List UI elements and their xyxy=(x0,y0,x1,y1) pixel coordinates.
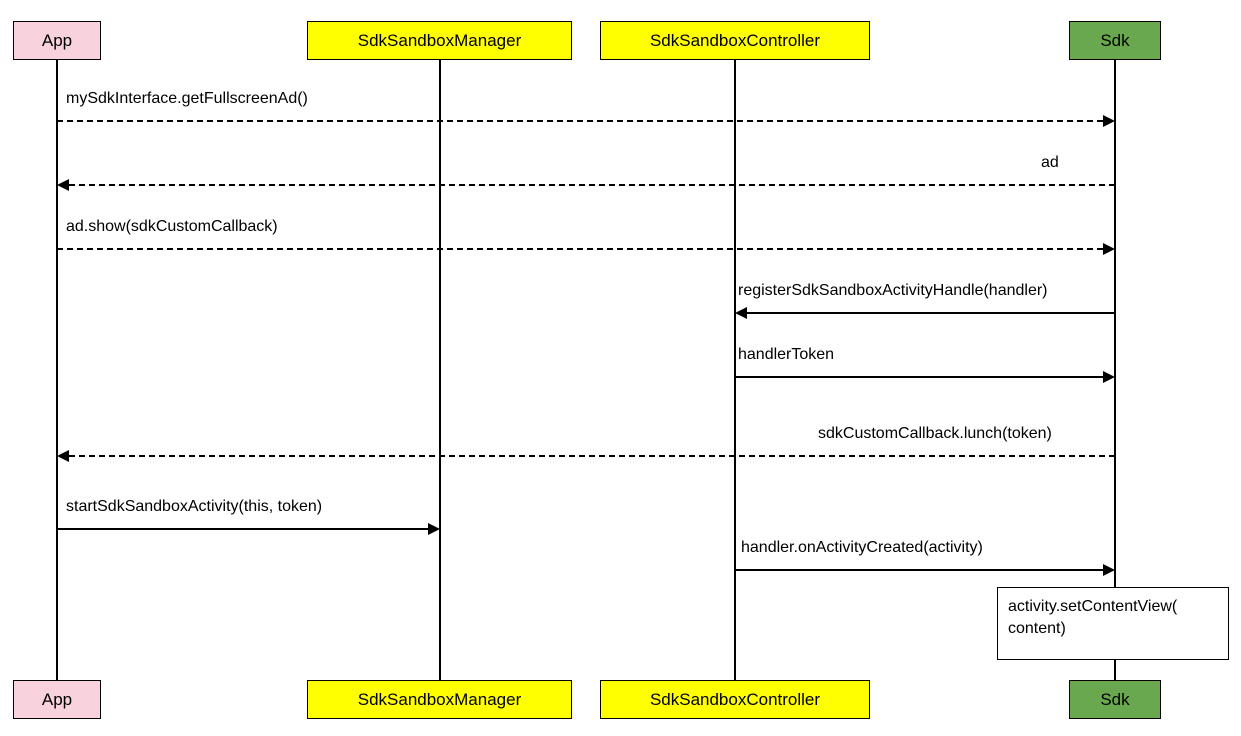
lifeline-footer-app-label: App xyxy=(41,689,73,709)
arrow-head-start-sdk-sandbox-activity xyxy=(428,523,440,535)
lifeline-footer-sdk-label: Sdk xyxy=(1100,689,1130,709)
lifeline-line-sdksandboxcontroller xyxy=(734,60,736,680)
arrow-head-handler-token xyxy=(1103,371,1115,383)
lifeline-header-sdksandboxmanager-label: SdkSandboxManager xyxy=(357,30,522,50)
lifeline-footer-sdk[interactable] xyxy=(1069,680,1161,719)
lifeline-header-sdksandboxcontroller-label: SdkSandboxController xyxy=(649,30,821,50)
message-label-ad: ad xyxy=(1041,154,1059,171)
lifeline-header-sdksandboxmanager[interactable] xyxy=(307,21,572,60)
message-label-handler-on-activity-created: handler.onActivityCreated(activity) xyxy=(741,539,983,556)
lifeline-header-sdksandboxcontroller[interactable] xyxy=(600,21,870,60)
arrow-head-sdk-custom-callback-lunch xyxy=(57,450,69,462)
message-label-handler-token: handlerToken xyxy=(738,346,835,363)
lifeline-line-app xyxy=(56,60,58,680)
message-label-ad-show: ad.show(sdkCustomCallback) xyxy=(66,218,278,235)
arrow-head-ad xyxy=(57,179,69,191)
arrow-head-handler-on-activity-created xyxy=(1103,564,1115,576)
message-label-register-activity-handle: registerSdkSandboxActivityHandle(handler) xyxy=(738,282,1048,299)
arrow-head-register-activity-handle xyxy=(735,307,747,319)
message-line-sdk-custom-callback-lunch xyxy=(69,455,1115,457)
lifeline-footer-sdksandboxmanager[interactable] xyxy=(307,680,572,719)
message-line-register-activity-handle xyxy=(747,312,1115,314)
message-line-ad-show xyxy=(57,248,1103,250)
note-line-1: activity.setContentView( xyxy=(1008,598,1178,615)
lifeline-line-sdksandboxmanager xyxy=(439,60,441,680)
lifeline-footer-sdksandboxmanager-label: SdkSandboxManager xyxy=(357,689,522,709)
message-label-sdk-custom-callback-lunch: sdkCustomCallback.lunch(token) xyxy=(818,425,1052,442)
lifeline-footer-sdksandboxcontroller-label: SdkSandboxController xyxy=(649,689,821,709)
activity-set-content-view-note xyxy=(997,587,1229,660)
lifeline-footer-sdksandboxcontroller[interactable] xyxy=(600,680,870,719)
lifeline-header-sdk[interactable] xyxy=(1069,21,1161,60)
lifeline-header-app[interactable] xyxy=(13,21,101,60)
lifeline-header-app-label: App xyxy=(41,30,73,50)
message-line-get-fullscreen-ad xyxy=(57,120,1103,122)
lifeline-footer-app[interactable] xyxy=(13,680,101,719)
message-line-handler-token xyxy=(735,376,1103,378)
message-line-ad xyxy=(69,184,1115,186)
message-label-get-fullscreen-ad: mySdkInterface.getFullscreenAd() xyxy=(66,90,308,107)
lifeline-header-sdk-label: Sdk xyxy=(1100,30,1130,50)
message-line-start-sdk-sandbox-activity xyxy=(57,528,428,530)
arrow-head-get-fullscreen-ad xyxy=(1103,115,1115,127)
message-line-handler-on-activity-created xyxy=(735,569,1103,571)
message-label-start-sdk-sandbox-activity: startSdkSandboxActivity(this, token) xyxy=(66,498,323,515)
arrow-head-ad-show xyxy=(1103,243,1115,255)
note-line-2: content) xyxy=(1008,619,1066,637)
